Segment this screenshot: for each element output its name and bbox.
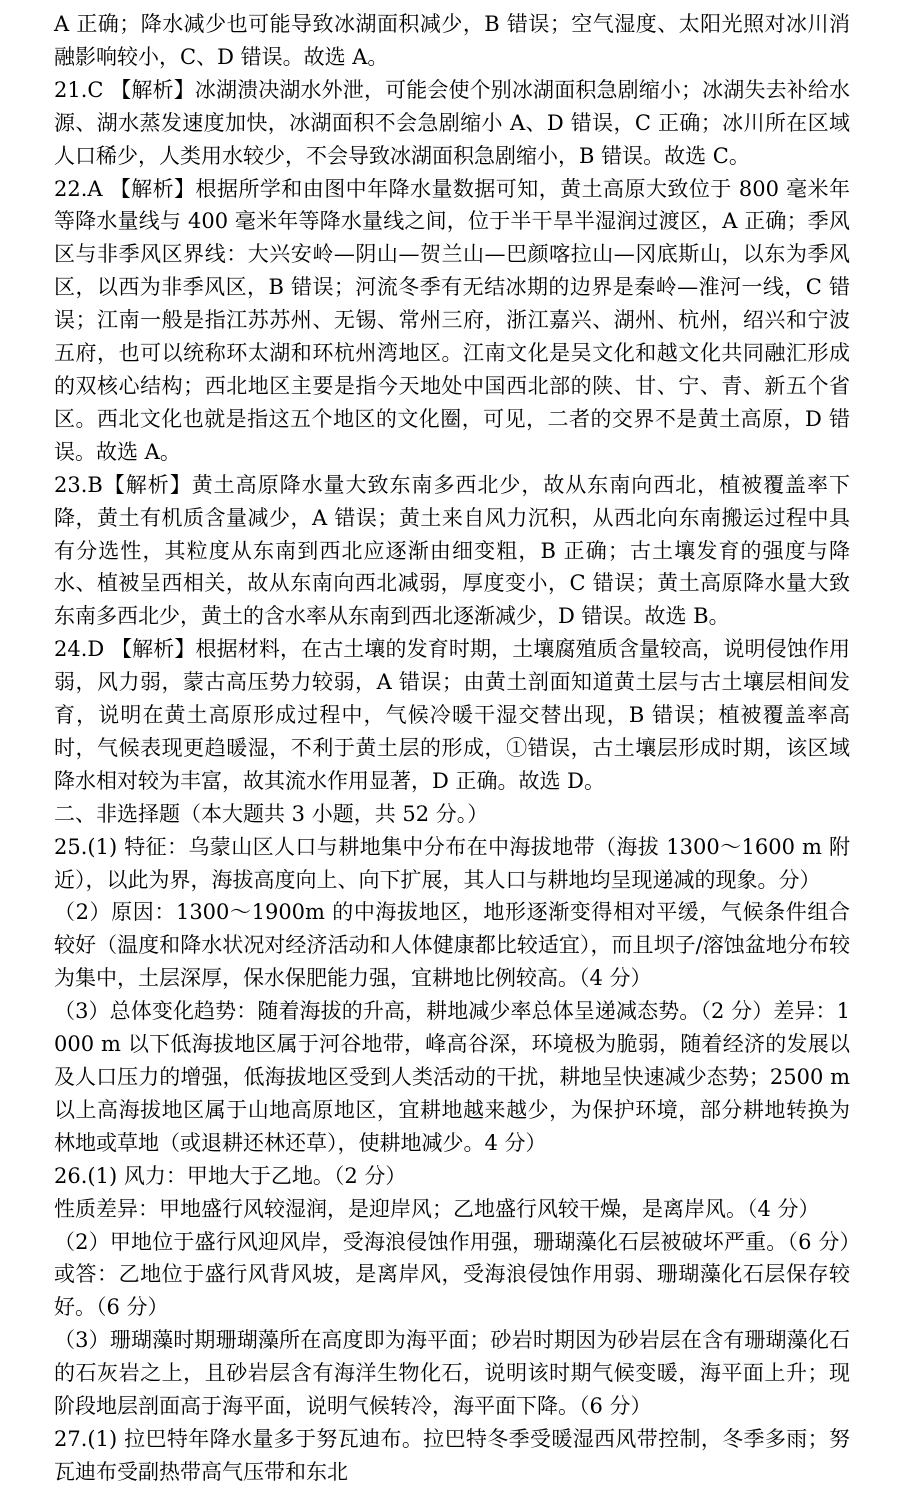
paragraph-26-3: （3）珊瑚藻时期珊瑚藻所在高度即为海平面；砂岩时期因为砂岩层在含有珊瑚藻化石的石灰岩之上，且砂岩层含有海洋生物化石，说明该时期气候变暖，海平面上升；现阶段地层剖面高于海平面，说明气候转冷，海平面下降。（6 分） [54,1328,850,1419]
paragraph-27-1: 27.(1) 拉巴特年降水量多于努瓦迪布。拉巴特冬季受暖湿西风带控制，冬季多雨；努瓦迪布受副热带高气压带和东北 [54,1426,850,1484]
paragraph-22: 22.A 【解析】根据所学和由图中年降水量数据可知，黄土高原大致位于 800 毫米年等降水量线与 400 毫米年等降水量线之间，位于半干旱半湿润过渡区，A 正确；季风区与非季风区界线：大兴安岭—阴山—贺兰山—巴颜喀拉山—冈底斯山，以东为季风区，以西为非季风区，B 错误；河流冬季有无结冰期的边界是秦岭—淮河一线，C 错误；江南一般是指江苏苏州、无锡、常州三府，浙江嘉兴、湖州、杭州，绍兴和宁波五府，也可以统称环太湖和环杭州湾地区。江南文化是吴文化和越文化共同融汇形成的双核心结构；西北地区主要是指今天地处中国西北部的陕、甘、宁、青、新五个省区。西北文化也就是指这五个地区的文化圈，可见，二者的交界不是黄土高原，D 错误。故选 A。 [54,176,850,464]
paragraph-23: 23.B【解析】黄土高原降水量大致东南多西北少，故从东南向西北，植被覆盖率下降，黄土有机质含量减少，A 错误；黄土来自风力沉积，从西北向东南搬运过程中具有分选性，其粒度从东南到西北应逐渐由细变粗，B 正确；古土壤发育的强度与降水、植被呈西相关，故从东南向西北减弱，厚度变小，C 错误；黄土高原降水量大致东南多西北少，黄土的含水率从东南到西北逐渐减少，D 错误。故选 B。 [54,472,850,629]
paragraph-26-1: 26.(1) 风力：甲地大于乙地。（2 分） [54,1163,407,1188]
paragraph-20-continued: A 正确；降水减少也可能导致冰湖面积减少，B 错误；空气湿度、太阳光照对冰川消融影响较小，C、D 错误。故选 A。 [54,12,850,69]
paragraph-25-3: （3）总体变化趋势：随着海拔的升高，耕地减少率总体呈递减态势。（2 分）差异：1000 m 以下低海拔地区属于河谷地带，峰高谷深，环境极为脆弱，随着经济的发展以及人口压力的增强，低海拔地区受到人类活动的干扰，耕地呈快速减少态势；2500 m 以上高海拔地区属于山地高原地区，宜耕地越来越少，为保护环境，部分耕地转换为林地或草地（或退耕还林还草），使耕地减少。4 分） [54,999,850,1155]
paragraph-25-1: 25.(1) 特征：乌蒙山区人口与耕地集中分布在中海拔地带（海拔 1300～1600 m 附近），以此为界，海拔高度向上、向下扩展，其人口与耕地均呈现递减的现象。分） [54,834,850,892]
paragraph-26-2: （2）甲地位于盛行风迎风岸，受海浪侵蚀作用强，珊瑚藻化石层被破坏严重。（6 分）或答：乙地位于盛行风背风坡，是离岸风，受海浪侵蚀作用弱、珊瑚藻化石层保存较好。（6 分） [54,1229,850,1320]
section-heading: 二、非选择题（本大题共 3 小题，共 52 分。） [54,801,489,826]
paragraph-25-2: （2）原因：1300～1900m 的中海拔地区，地形逐渐变得相对平缓，气候条件组合较好（温度和降水状况对经济活动和人体健康都比较适宜），而且坝子/溶蚀盆地分布较为集中，土层深厚，保水保肥能力强，宜耕地比例较高。（4 分） [54,900,850,991]
paragraph-21: 21.C 【解析】冰湖溃决湖水外泄，可能会使个别冰湖面积急剧缩小；冰湖失去补给水源、湖水蒸发速度加快，冰湖面积不会急剧缩小 A、D 错误，C 正确；冰川所在区域人口稀少，人类用水较少，不会导致冰湖面积急剧缩小，B 错误。故选 C。 [54,77,850,168]
paragraph-26-1-property: 性质差异：甲地盛行风较湿润，是迎岸风；乙地盛行风较干燥，是离岸风。（4 分） [54,1196,820,1221]
paragraph-24: 24.D 【解析】根据材料，在古土壤的发育时期，土壤腐殖质含量较高，说明侵蚀作用弱，风力弱，蒙古高压势力较弱，A 错误；由黄土剖面知道黄土层与古土壤层相间发育，说明在黄土高原形成过程中，气候冷暖干湿交替出现，B 错误；植被覆盖率高时，气候表现更趋暖湿，不利于黄土层的形成，①错误，古土壤层形成时期，该区域降水相对较为丰富，故其流水作用显著，D 正确。故选 D。 [54,637,850,793]
